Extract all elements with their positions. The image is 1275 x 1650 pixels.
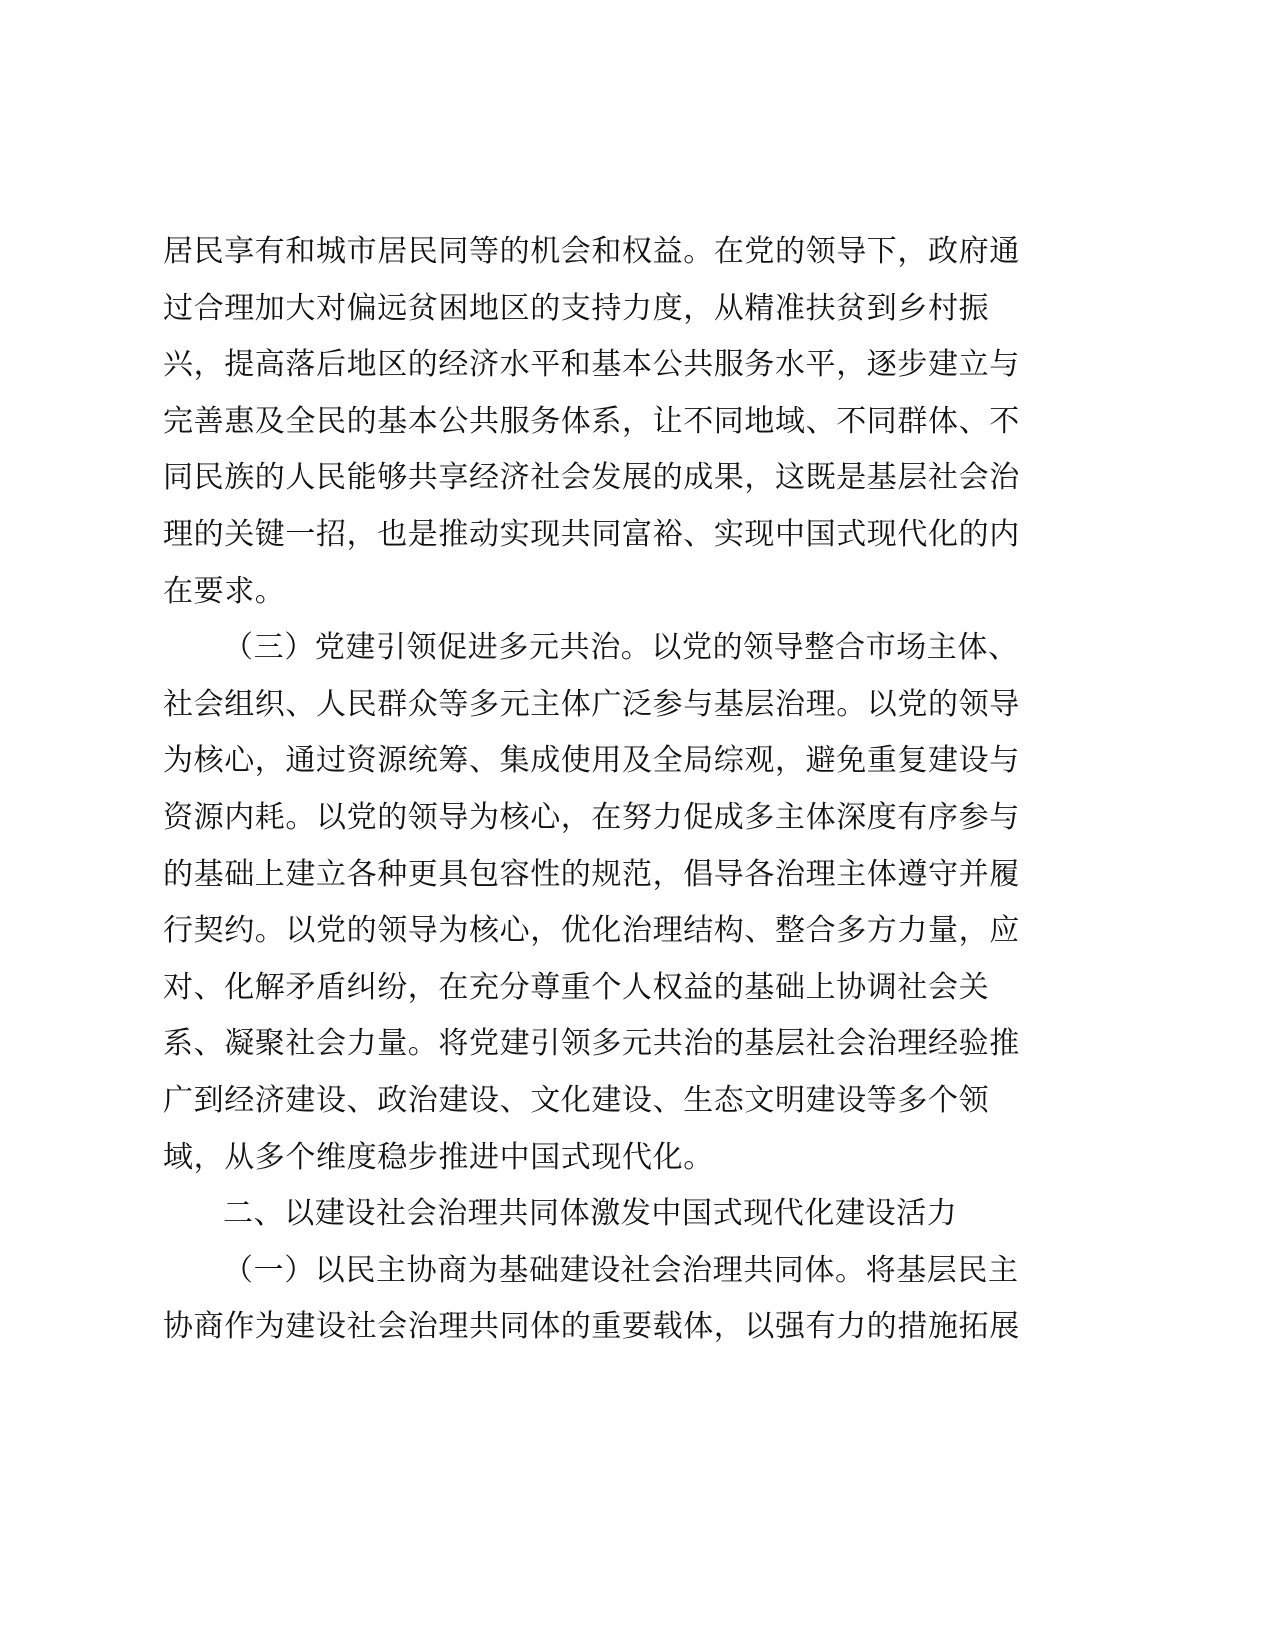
paragraph-2-line-9: 广到经济建设、政治建设、文化建设、生态文明建设等多个领: [163, 1082, 990, 1118]
section-two-heading: 二、以建设社会治理共同体激发中国式现代化建设活力: [223, 1196, 958, 1232]
section-one-heading-line: （一）以民主协商为基础建设社会治理共同体。将基层民主: [223, 1252, 1019, 1288]
paragraph-2-line-3: 为核心，通过资源统筹、集成使用及全局综观，避免重复建设与: [163, 743, 1020, 779]
paragraph-2-line-10: 域，从多个维度稳步推进中国式现代化。: [163, 1139, 714, 1175]
paragraph-1-line-2: 过合理加大对偏远贫困地区的支持力度，从精准扶贫到乡村振: [163, 290, 990, 326]
section-three-heading-line: （三）党建引领促进多元共治。以党的领导整合市场主体、: [223, 630, 1019, 666]
paragraph-2-line-4: 资源内耗。以党的领导为核心，在努力促成多主体深度有序参与: [163, 799, 1020, 835]
paragraph-2-line-8: 系、凝聚社会力量。将党建引领多元共治的基层社会治理经验推: [163, 1026, 1020, 1062]
paragraph-2-line-7: 对、化解矛盾纠纷，在充分尊重个人权益的基础上协调社会关: [163, 969, 990, 1005]
paragraph-3-line-2: 协商作为建设社会治理共同体的重要载体，以强有力的措施拓展: [163, 1309, 1020, 1345]
document-body: [163, 224, 1103, 1356]
paragraph-2-line-6: 行契约。以党的领导为核心，优化治理结构、整合多方力量，应: [163, 913, 1020, 949]
paragraph-1-line-1: 居民享有和城市居民同等的机会和权益。在党的领导下，政府通: [163, 234, 1020, 269]
paragraph-1-line-7: 在要求。: [163, 573, 286, 609]
paragraph-2-line-2: 社会组织、人民群众等多元主体广泛参与基层治理。以党的领导: [163, 686, 1020, 722]
paragraph-2-line-5: 的基础上建立各种更具包容性的规范，倡导各治理主体遵守并履: [163, 856, 1020, 892]
paragraph-1-line-6: 理的关键一招，也是推动实现共同富裕、实现中国式现代化的内: [163, 516, 1020, 552]
paragraph-1-line-3: 兴，提高落后地区的经济水平和基本公共服务水平，逐步建立与: [163, 347, 1020, 383]
paragraph-1-line-4: 完善惠及全民的基本公共服务体系，让不同地域、不同群体、不: [163, 403, 1020, 439]
paragraph-1-line-5: 同民族的人民能够共享经济社会发展的成果，这既是基层社会治: [163, 460, 1020, 496]
